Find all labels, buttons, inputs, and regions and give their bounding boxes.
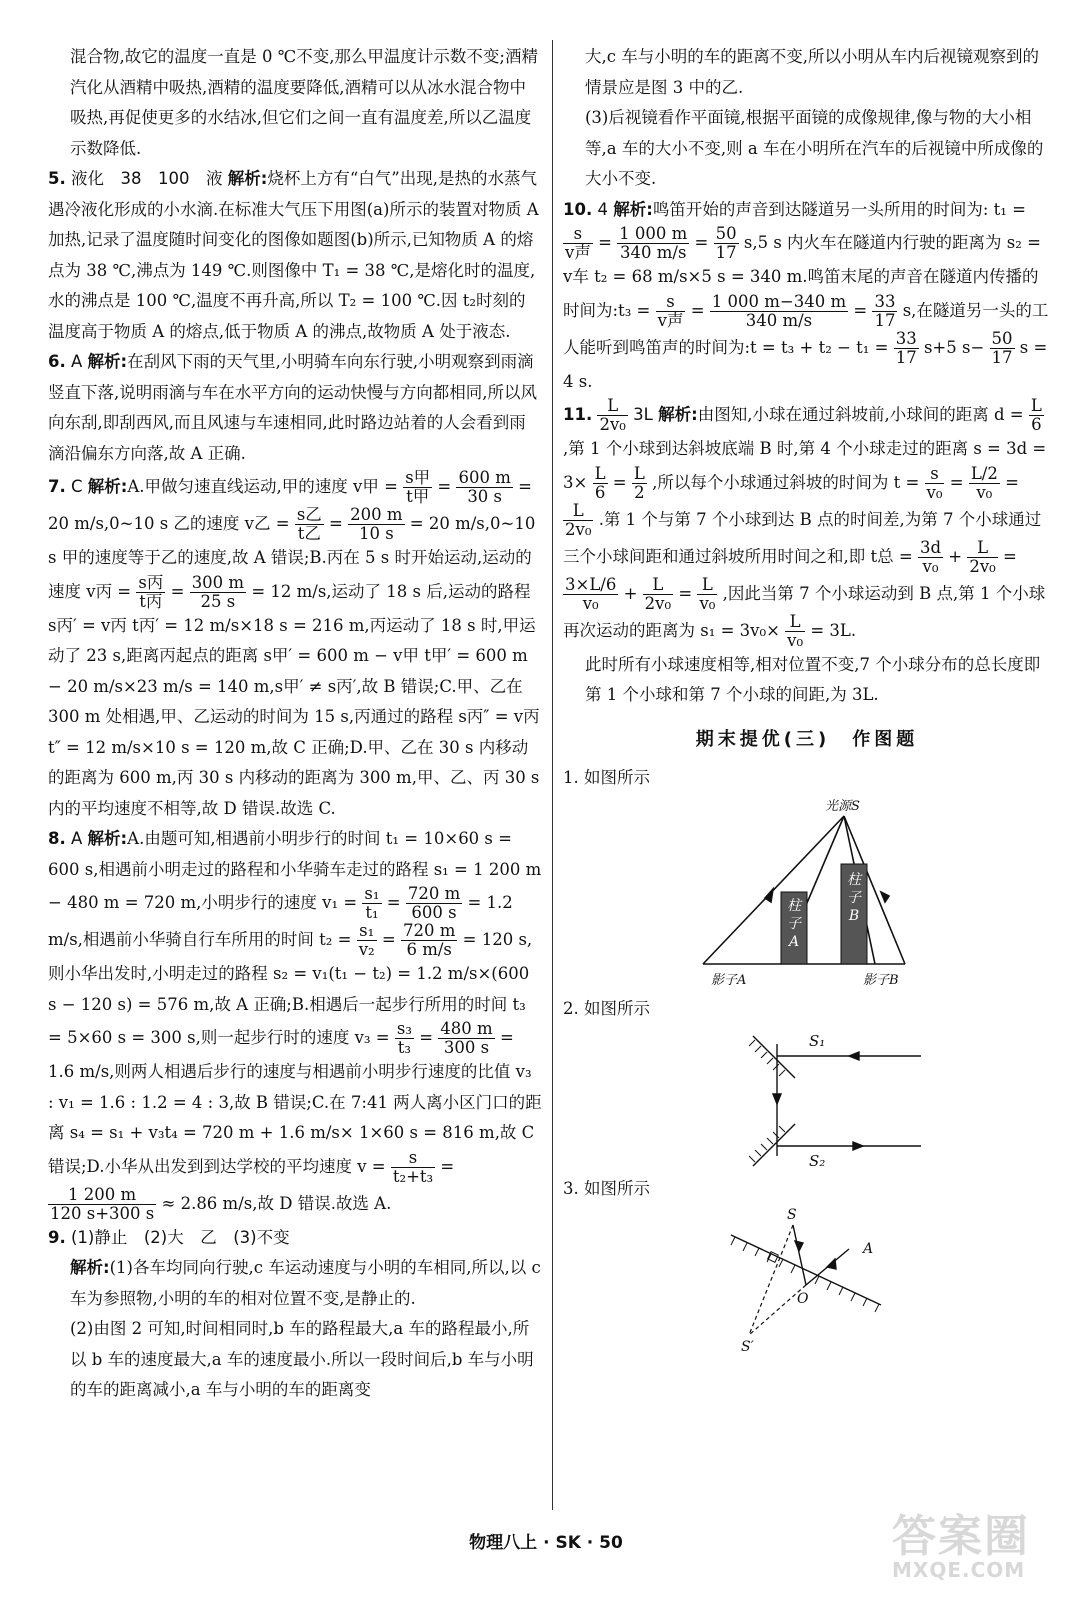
fraction: $\frac{200 m}{10 s}$ [350, 505, 403, 543]
fraction: $\frac{L}{\text{2v₀}}$ [969, 537, 996, 576]
light-source-label: 光源S [825, 798, 860, 814]
fraction: $\frac{L}{\text{2v₀}}$ [644, 574, 672, 613]
pillar-b-char-2: 子 [847, 889, 861, 906]
fraction: $\frac{480 m}{300 s}$ [440, 1019, 493, 1057]
shadow-b-label: 影子B [863, 972, 899, 988]
fraction: $\frac{50}{17}$ [991, 328, 1013, 367]
fraction: $\frac{L}{6}$ [1030, 396, 1042, 434]
question-7: 7. C 解析:A.甲做匀速直线运动,甲的速度 v甲 = $\frac{\text{s甲}}{\text{t甲}}$ = $\frac{600 m}{30 s}$ = 20 m/s,0~10 s 乙的速度 v乙 = $\frac{\text{s乙}}{\text{t乙}}$ = $\frac{200 m}{10 s}$ = 20 m/s,0~10 s 甲的速度等于乙的速度,故 A 错误;B.丙在 5 s 时开始运动,运动的速度 v丙 = $\frac{\text{s丙}}{\text{t丙}}$ = $\frac{300 m}{25 s}$ = 12 m/s,运动了 18 s 后,运动的路程 s丙′ = v丙 t丙′ = 12 m/s×18 s = 216 m,丙运动了 18 s 时,甲运动了 23 s,距离丙起点的距离 s甲′ = 600 m − v甲 t甲′ = 600 m − 20 m/s×23 m/s = 140 m,s甲′ ≠ s丙′,故 B 错误;C.甲、乙在 300 m 处相遇,甲、乙运动的时间为 15 s,丙通过的路程 s丙″ = v丙 t″ = 12 m/s×10 s = 120 m,故 C 正确;D.甲、乙在 30 s 内移动的距离为 600 m,丙 30 s 内移动的距离为 300 m,甲、乙、丙 30 s 内的平均速度不相等,故 D 错误.故选 C. [48, 468, 540, 818]
fraction: $\frac{L}{\text{2v₀}}$ [565, 500, 592, 539]
fraction: $\frac{\text{s丙}}{\text{t丙}}$ [138, 572, 164, 611]
right-column [563, 42, 1051, 1355]
fraction: $\frac{s}{\text{t₂+t₃}}$ [392, 1147, 434, 1186]
fraction: $\frac{\text{s₁}}{\text{t₁}}$ [364, 884, 380, 922]
fraction: $\frac{s}{\text{v₀}}$ [926, 463, 943, 502]
diagram-2-label: 2. 如图所示 [563, 998, 650, 1018]
pillar-a-char-3: A [788, 933, 800, 950]
fraction: $\frac{300 m}{25 s}$ [191, 572, 245, 611]
pillar-b-char-1: 柱 [847, 871, 861, 888]
column-divider [552, 40, 553, 1510]
point-a-label: A [863, 1240, 874, 1257]
fraction: $\frac{\text{s₁}}{\text{v₂}}$ [358, 921, 375, 959]
pillar-a-char-2: 子 [787, 915, 801, 932]
diagram-1-label: 1. 如图所示 [563, 768, 650, 787]
fraction: $\frac{33}{17}$ [874, 291, 896, 330]
section-title: 期末提优(三) 作图题 [695, 728, 919, 750]
fraction: $\frac{1 000 m-340 m}{340 m/s}$ [711, 291, 847, 330]
pillar-a-char-1: 柱 [787, 897, 801, 914]
diagram-3-label: 3. 如图所示 [563, 1179, 650, 1198]
fraction: $\frac{s}{\text{v声}}$ [565, 224, 591, 262]
question-9-explain-1: 解析:(1)各车均同向行驶,c 车运动速度与小明的车相同,所以,以 c 车为参照物,小明的车的相对位置不变,是静止的. [70, 1258, 541, 1308]
fraction: $\frac{33}{17}$ [895, 328, 917, 367]
mirror-reflection-diagram [563, 1024, 1051, 1174]
question-9-part-3: (3)后视镜看作平面镜,根据平面镜的成像规律,像与物的大小相等,a 车的大小不变,则 a 车在小明所在汽车的后视镜中所成像的大小不变. [585, 108, 1044, 188]
fraction: $\frac{600 m}{30 s}$ [458, 468, 511, 506]
point-s-label: S [787, 1206, 797, 1223]
fraction: $\frac{720 m}{6 m/s}$ [403, 921, 456, 959]
question-11-conclusion: 此时所有小球速度相等,相对位置不变,7 个小球分布的总长度即第 1 个小球和第 7 个小球的间距,为 3L. [585, 654, 1041, 704]
question-6: 6. A 解析:在刮风下雨的天气里,小明骑车向东行驶,小明观察到雨滴竖直下落,说明雨滴与车在水平方向的运动快慢与方向都相同,所以风向东刮,即刮西风,而且风速与车速相同,此时路边站着的人会看到雨滴沿偏东方向落,故 A 正确. [48, 352, 537, 463]
question-11: 11. $\frac{L}{\text{2v₀}}$ 3L 解析:由图知,小球在通过斜坡前,小球间的距离 d = $\frac{L}{6}$ ,第 1 个小球到达斜坡底端 B 时,第 4 个小球走过的距离 s = 3d = 3× $\frac{L}{6}$ = $\frac{L}{2}$ ,所以每个小球通过斜坡的时间为 t = $\frac{s}{\text{v₀}}$ = $\frac{L/2}{\text{v₀}}$ = $\frac{L}{\text{2v₀}}$ .第 1 个与第 7 个小球到达 B 点的时间差,为第 7 个小球通过三个小球间距和通过斜坡所用时间之和,即 t总 = $\frac{3d}{\text{v₀}}$ + $\frac{L}{\text{2v₀}}$ = $\frac{3\times L/6}{\text{v₀}}$ + $\frac{L}{\text{2v₀}}$ = $\frac{L}{\text{v₀}}$ ,因此当第 7 个小球运动到 B 点,第 1 个小球再次运动的距离为 s₁ = 3v₀× $\frac{L}{\text{v₀}}$ = 3L. [563, 396, 1047, 650]
watermark-logo: 答案圈 MXQE.COM [892, 1511, 1030, 1582]
fraction: $\frac{\text{s甲}}{\text{t甲}}$ [405, 468, 431, 506]
fraction: $\frac{L/2}{\text{v₀}}$ [970, 463, 998, 502]
fraction: $\frac{3d}{\text{v₀}}$ [919, 537, 942, 576]
question-9-continued: 大,c 车与小明的车的距离不变,所以小明从车内后视镜观察到的情景应是图 3 中的乙. [585, 47, 1039, 97]
question-10: 10. 4 解析:鸣笛开始的声音到达隧道另一头所用的时间为: t₁ = $\frac{s}{\text{v声}}$ = $\frac{1 000 m}{340 m/s}$ = $\frac{50}{17}$ s,5 s 内火车在隧道内行驶的距离为 s₂ = v车 t₂ = 68 m/s×5 s = 340 m.鸣笛末尾的声音在隧道内传播的时间为:t₃ = $\frac{s}{\text{v声}}$ = $\frac{1 000 m-340 m}{340 m/s}$ = $\frac{33}{17}$ s,在隧道另一头的工人能听到鸣笛声的时间为:t = t₃ + t₂ − t₁ = $\frac{33}{17}$ s+5 s− $\frac{50}{17}$ s = 4 s. [563, 199, 1049, 391]
question-8: 8. A 解析:A.由题可知,相遇前小明步行的时间 t₁ = 10×60 s = 600 s,相遇前小明走过的路程和小华骑车走过的路程 s₁ = 1 200 m − 480 m = 720 m,小明步行的速度 v₁ = $\frac{\text{s₁}}{\text{t₁}}$ = $\frac{720 m}{600 s}$ = 1.2 m/s,相遇前小华骑自行车所用的时间 t₂ = $\frac{\text{s₁}}{\text{v₂}}$ = $\frac{720 m}{6 m/s}$ = 120 s,则小华出发时,小明走过的路程 s₂ = v₁(t₁ − t₂) = 1.2 m/s×(600 s − 120 s) = 576 m,故 A 正确;B.相遇后一起步行所用的时间 t₃ = 5×60 s = 300 s,则一起步行时的速度 v₃ = $\frac{\text{s₃}}{\text{t₃}}$ = $\frac{480 m}{300 s}$ = 1.6 m/s,则两人相遇后步行的速度与相遇前小明步行速度的比值 v₃ : v₁ = 1.6 : 1.2 = 4 : 3,故 B 错误;C.在 7:41 两人离小区门口的距离 s₄ = s₁ + v₃t₄ = 720 m + 1.6 m/s× 1×60 s = 816 m,故 C 错误;D.小华从出发到到达学校的平均速度 v = $\frac{s}{\text{t₂+t₃}}$ = $\frac{1 200 m}{120 s+300 s}$ ≈ 2.86 m/s,故 D 错误.故选 A. [48, 829, 542, 1223]
left-column [48, 42, 542, 1406]
fraction: $\frac{L}{6}$ [594, 463, 606, 502]
question-9: 9. (1)静止 (2)大 乙 (3)不变 [48, 1227, 290, 1247]
s1-label: S₁ [809, 1032, 826, 1050]
fraction: $\frac{L}{\text{2v₀}}$ [599, 396, 626, 434]
fraction: $\frac{720 m}{600 s}$ [407, 884, 461, 922]
intro-paragraph: 混合物,故它的温度一直是 0 ℃不变,那么甲温度计示数不变;酒精汽化从酒精中吸热,酒精的温度要降低,酒精可以从冰水混合物中吸热,再促使更多的水结冰,但它们之间一直有温度差,所以乙温度示数降低. [70, 47, 538, 158]
fraction: $\frac{50}{17}$ [715, 224, 737, 262]
s2-label: S₂ [809, 1152, 826, 1170]
question-9-explain-2: (2)由图 2 可知,时间相同时,b 车的路程最大,a 车的路程最小,所以 b 车的速度最大,a 车的速度最小.所以一段时间后,b 车与小明的车的距离减小,a 车与小明的车的距离变 [70, 1319, 534, 1399]
fraction: $\frac{L}{2}$ [633, 463, 645, 502]
question-5: 5. 液化 38 100 液 解析:烧杯上方有“白气”出现,是热的水蒸气遇冷液化形成的小水滴.在标准大气压下用图(a)所示的装置对物质 A 加热,记录了温度随时间变化的图像如题图(b)所示,已知物质 A 的熔点为 38 ℃,沸点为 149 ℃.则图像中 T₁ = 38 ℃,是熔化时的温度,水的沸点是 100 ℃,温度不再升高,所以 T₂ = 100 ℃.因 t₂时刻的温度高于物质 A 的熔点,低于物质 A 的沸点,故物质 A 处于液态. [48, 169, 539, 341]
fraction: $\frac{3\times L/6}{\text{v₀}}$ [565, 574, 617, 613]
fraction: $\frac{\text{s乙}}{\text{t乙}}$ [296, 505, 322, 543]
fraction: $\frac{1 200 m}{120 s+300 s}$ [50, 1184, 155, 1223]
page-footer: 物理八上 · SK · 50 [469, 1533, 623, 1553]
fraction: $\frac{\text{s₃}}{\text{t₃}}$ [396, 1019, 412, 1057]
point-o-label: O [797, 1290, 809, 1307]
shadow-diagram [563, 794, 1051, 994]
fraction: $\frac{L}{\text{v₀}}$ [787, 611, 804, 650]
image-s-prime-label: S′ [741, 1338, 754, 1355]
shadow-a-label: 影子A [711, 972, 747, 988]
fraction: $\frac{1 000 m}{340 m/s}$ [619, 224, 688, 262]
fraction: $\frac{s}{\text{v声}}$ [657, 291, 684, 330]
pillar-b-char-3: B [848, 907, 860, 924]
mirror-image-diagram [563, 1205, 1051, 1355]
fraction: $\frac{L}{\text{v₀}}$ [699, 574, 716, 613]
